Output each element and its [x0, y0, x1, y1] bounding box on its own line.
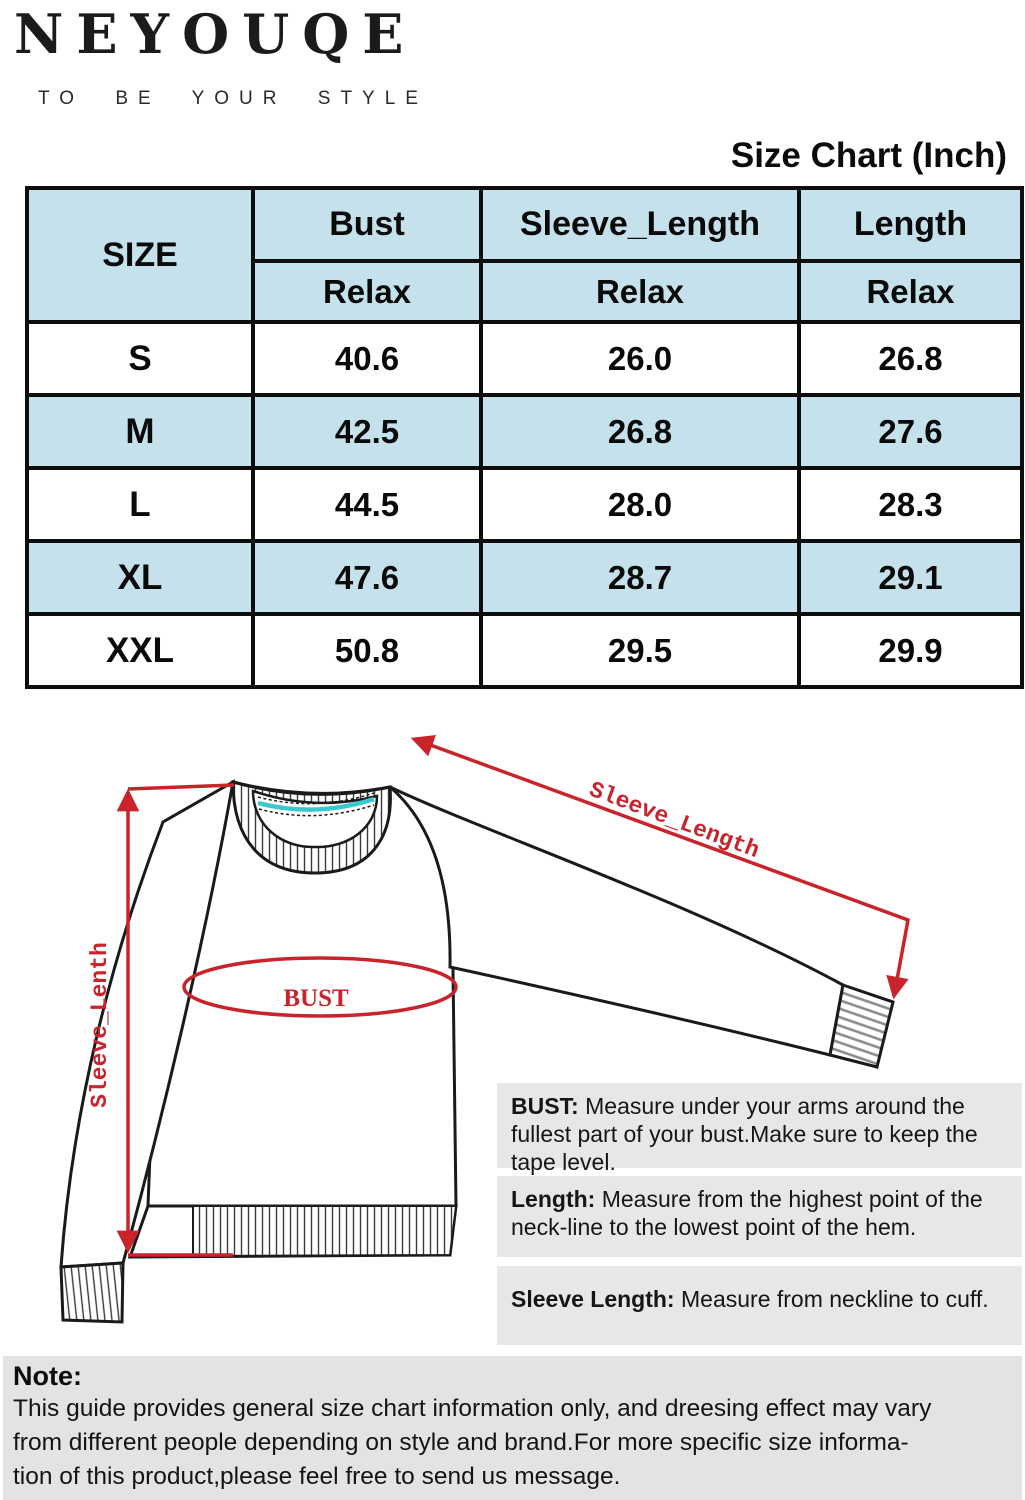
- cell-bust: 47.6: [253, 541, 481, 614]
- cell-size: S: [27, 322, 253, 395]
- fit-length: Relax: [799, 261, 1022, 322]
- note-line-1: This guide provides general size chart information only, and dreesing effect may vary: [13, 1395, 932, 1422]
- note-line-2: from different people depending on style and brand.For more specific size informa-: [13, 1429, 909, 1456]
- table-row-l: [27, 468, 1022, 541]
- fit-bust: Relax: [253, 261, 481, 322]
- header-bust: Bust: [253, 188, 481, 261]
- tip-sleeve-length-label: Sleeve Length:: [511, 1286, 675, 1312]
- cell-size: XXL: [27, 614, 253, 687]
- note-line-3: tion of this product,please feel free to send us message.: [13, 1463, 621, 1490]
- cell-bust: 50.8: [253, 614, 481, 687]
- note-box: [3, 1356, 1022, 1500]
- header-sleeve-length: Sleeve_Length: [481, 188, 799, 261]
- table-row-xxl: [27, 614, 1022, 687]
- cell-length: 29.1: [799, 541, 1022, 614]
- sleeve-length-diagonal-label: Sleeve_Length: [585, 776, 763, 864]
- table-row-s: [27, 322, 1022, 395]
- cell-bust: 42.5: [253, 395, 481, 468]
- left-cuff-ribbing: [61, 1263, 123, 1322]
- tip-length-text: Measure from the highest point of the neck-line to the lowest point of the hem.: [511, 1186, 983, 1240]
- tip-sleeve-length-text: Measure from neckline to cuff.: [674, 1286, 989, 1312]
- table-row-m: [27, 395, 1022, 468]
- cell-bust: 44.5: [253, 468, 481, 541]
- sleeve-length-vertical-label: Sleeve_Lenth: [87, 942, 113, 1108]
- cell-size: XL: [27, 541, 253, 614]
- note-heading: Note:: [13, 1361, 82, 1391]
- header-size: SIZE: [27, 188, 253, 322]
- table-header-row: [27, 188, 1022, 261]
- tip-length: [497, 1176, 1022, 1257]
- header-length: Length: [799, 188, 1022, 261]
- size-table: [25, 186, 1024, 689]
- tip-sleeve-length: [497, 1266, 1022, 1345]
- tip-bust: [497, 1083, 1022, 1175]
- bust-label: BUST: [283, 985, 349, 1012]
- cell-length: 27.6: [799, 395, 1022, 468]
- hem-ribbing: [130, 1206, 456, 1257]
- cell-sleeve: 28.7: [481, 541, 799, 614]
- cell-sleeve: 26.8: [481, 395, 799, 468]
- cell-size: M: [27, 395, 253, 468]
- right-cuff-ribbing: [830, 985, 893, 1067]
- tip-bust-text: Measure under your arms around the fullest part of your bust.Make sure to keep the tape level.: [511, 1093, 978, 1175]
- brand-tagline: TO BE YOUR STYLE: [38, 88, 428, 109]
- tip-length-label: Length:: [511, 1186, 596, 1212]
- brand-logo: NEYOUQE: [14, 2, 417, 66]
- right-sleeve: [390, 787, 843, 1055]
- cell-size: L: [27, 468, 253, 541]
- fit-sleeve: Relax: [481, 261, 799, 322]
- cell-length: 26.8: [799, 322, 1022, 395]
- cell-bust: 40.6: [253, 322, 481, 395]
- cell-sleeve: 26.0: [481, 322, 799, 395]
- cell-length: 28.3: [799, 468, 1022, 541]
- cell-sleeve: 28.0: [481, 468, 799, 541]
- size-chart-title: Size Chart (Inch): [730, 136, 1007, 175]
- cell-length: 29.9: [799, 614, 1022, 687]
- cell-sleeve: 29.5: [481, 614, 799, 687]
- tip-bust-label: BUST:: [511, 1093, 579, 1119]
- table-row-xl: [27, 541, 1022, 614]
